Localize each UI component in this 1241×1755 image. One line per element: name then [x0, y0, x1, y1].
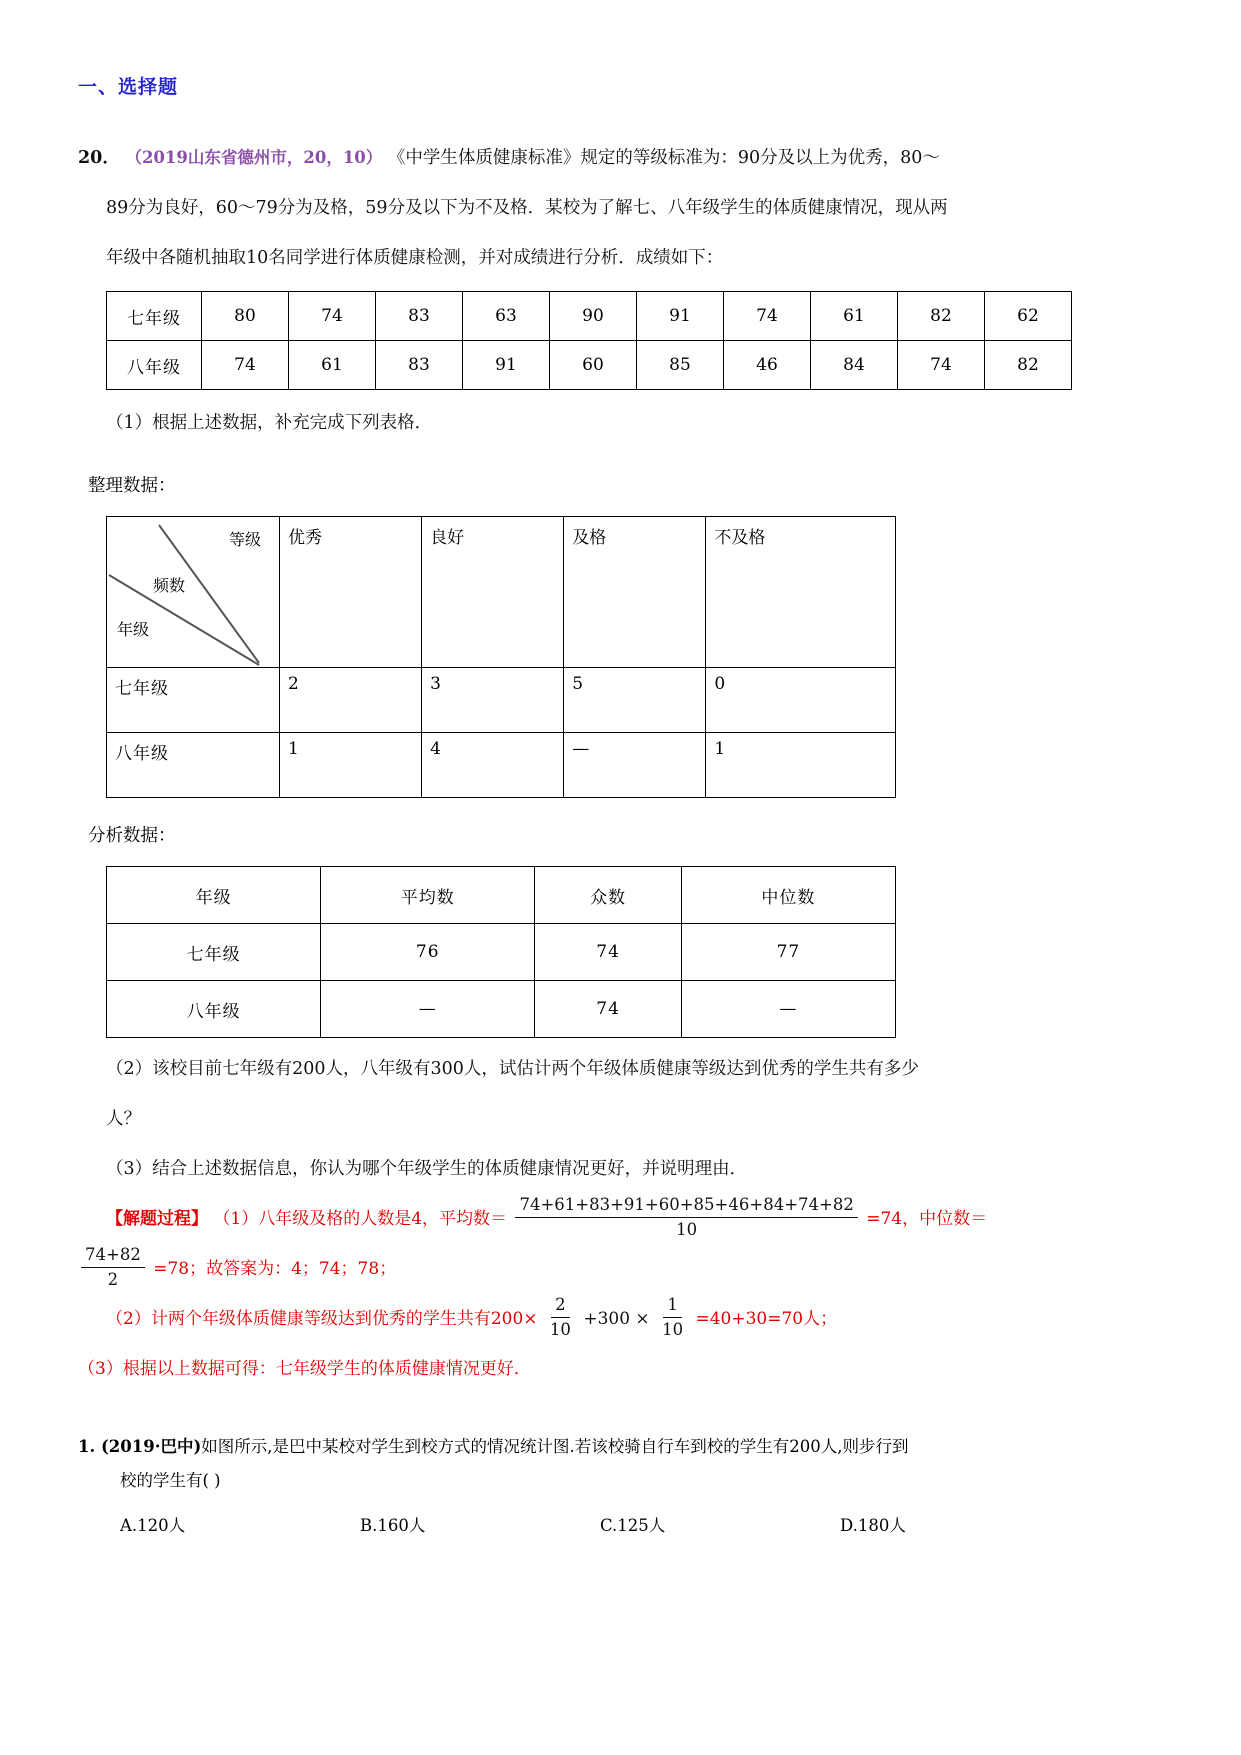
analysis-cell: 74 [535, 981, 682, 1038]
table-row [107, 668, 896, 733]
analysis-cell: 76 [321, 924, 535, 981]
problem-20-line-3: 年级中各随机抽取10名同学进行体质健康检测，并对成绩进行分析．成绩如下： [106, 248, 724, 268]
score-table-row-0-label: 七年级 [107, 292, 202, 341]
solution-tag: 【解题过程】 [106, 1209, 208, 1229]
problem-20-part-1: （1）根据上述数据，补充完成下列表格． [106, 413, 433, 433]
organize-cell: 5 [564, 668, 706, 733]
solution-part1-answer: =78；故答案为：4；74；78； [153, 1259, 397, 1279]
table-row [107, 981, 896, 1038]
choice-b[interactable]: B.160人 [360, 1516, 426, 1535]
organize-cell: 4 [422, 733, 564, 798]
diagonal-label-mid: 频数 [153, 576, 186, 595]
problem-20-source: （2019山东省德州市，20，10） [125, 148, 383, 167]
organize-row-1-label: 八年级 [107, 733, 280, 798]
score-cell: 90 [550, 292, 637, 341]
organize-header-2: 及格 [564, 517, 706, 668]
median-numerator: 74+82 [81, 1244, 145, 1268]
table-row [107, 924, 896, 981]
organize-table [106, 516, 896, 798]
score-cell: 60 [550, 341, 637, 390]
solution-line-3 [78, 1294, 1181, 1344]
analysis-cell: 74 [535, 924, 682, 981]
problem-20-part-2-line-1: （2）该校目前七年级有200人，八年级有300人，试估计两个年级体质健康等级达到优秀的学生共有多少 [106, 1059, 919, 1079]
problem-20-line-1-text: 《中学生体质健康标准》规定的等级标准为：90分及以上为优秀，80～ [387, 148, 940, 168]
organize-cell: — [564, 733, 706, 798]
analysis-header-0: 年级 [107, 867, 321, 924]
mean-numerator: 74+61+83+91+60+85+46+84+74+82 [515, 1194, 857, 1218]
organize-data-label: 整理数据： [88, 476, 176, 496]
organize-header-3: 不及格 [706, 517, 896, 668]
score-cell: 46 [724, 341, 811, 390]
choice-a[interactable]: A.120人 [120, 1516, 186, 1535]
grade7-fraction [546, 1294, 575, 1341]
diagonal-header-cell [107, 517, 280, 668]
analysis-cell: — [681, 981, 895, 1038]
score-cell: 74 [898, 341, 985, 390]
analysis-header-1: 平均数 [321, 867, 535, 924]
grade7-numerator: 2 [551, 1294, 570, 1318]
problem-1-number: 1. [78, 1437, 96, 1456]
score-cell: 62 [985, 292, 1072, 341]
score-cell: 74 [202, 341, 289, 390]
analysis-row-0-label: 七年级 [107, 924, 321, 981]
organize-header-1: 良好 [422, 517, 564, 668]
solution-part2-answer: =40+30=70人； [695, 1309, 838, 1329]
mean-denominator: 10 [676, 1220, 698, 1239]
score-cell: 91 [463, 341, 550, 390]
organize-cell: 3 [422, 668, 564, 733]
score-cell: 80 [202, 292, 289, 341]
organize-cell: 1 [280, 733, 422, 798]
score-cell: 84 [811, 341, 898, 390]
analysis-cell: 77 [681, 924, 895, 981]
diagonal-label-top: 等级 [228, 530, 261, 549]
score-table-row-1-label: 八年级 [107, 341, 202, 390]
problem-1-line-1 [78, 1430, 1181, 1464]
diagonal-lines [107, 517, 279, 667]
organize-cell: 0 [706, 668, 896, 733]
grade7-denominator: 10 [549, 1320, 571, 1339]
table-row [107, 517, 896, 668]
table-row [107, 867, 896, 924]
problem-20-line-2: 89分为良好，60～79分为及格，59分及以下为不及格．某校为了解七、八年级学生的体质健康情况，现从两 [106, 198, 948, 218]
problem-1-text: 如图所示,是巴中某校对学生到校方式的情况统计图.若该校骑自行车到校的学生有200人,则步行到 [201, 1437, 909, 1456]
score-cell: 82 [985, 341, 1072, 390]
score-cell: 74 [289, 292, 376, 341]
problem-1-choices [78, 1512, 1181, 1536]
score-cell: 83 [376, 341, 463, 390]
organize-header-0: 优秀 [280, 517, 422, 668]
solution-part1-tail: =74，中位数＝ [866, 1209, 988, 1229]
problem-20 [78, 133, 1181, 283]
score-cell: 82 [898, 292, 985, 341]
score-cell: 74 [724, 292, 811, 341]
solution-part2-text: （2）计两个年级体质健康等级达到优秀的学生共有200× [106, 1309, 538, 1329]
score-cell: 63 [463, 292, 550, 341]
analyze-data-label: 分析数据： [88, 826, 176, 846]
problem-20-part-2-line-2: 人？ [106, 1109, 141, 1129]
analysis-header-3: 中位数 [681, 867, 895, 924]
score-cell: 83 [376, 292, 463, 341]
solution-part1-text: （1）八年级及格的人数是4，平均数＝ [213, 1209, 508, 1229]
organize-cell: 2 [280, 668, 422, 733]
choice-c[interactable]: C.125人 [600, 1516, 666, 1535]
analysis-header-2: 众数 [535, 867, 682, 924]
solution-line-2 [78, 1244, 1181, 1294]
problem-20-part-3: （3）结合上述数据信息，你认为哪个年级学生的体质健康情况更好，并说明理由． [106, 1159, 748, 1179]
organize-row-0-label: 七年级 [107, 668, 280, 733]
solution-line-1 [78, 1194, 1181, 1244]
table-row [107, 292, 1072, 341]
solution-line-4: （3）根据以上数据可得：七年级学生的体质健康情况更好． [78, 1359, 531, 1379]
organize-cell: 1 [706, 733, 896, 798]
problem-1-source: (2019·巴中) [100, 1437, 202, 1456]
mean-fraction [515, 1194, 857, 1241]
score-cell: 61 [289, 341, 376, 390]
problem-20-number: 20． [78, 148, 120, 168]
section-heading: 一、选择题 [78, 76, 179, 98]
score-cell: 91 [637, 292, 724, 341]
problem-1-line-2: 校的学生有( ) [120, 1471, 221, 1490]
score-cell: 85 [637, 341, 724, 390]
median-denominator: 2 [107, 1270, 119, 1289]
solution-part2-mid: +300 × [583, 1309, 650, 1329]
grade8-fraction [658, 1294, 687, 1341]
median-fraction [81, 1244, 145, 1291]
problem-20-line-1 [78, 133, 1181, 183]
table-row [107, 341, 1072, 390]
choice-d[interactable]: D.180人 [840, 1516, 906, 1535]
diagonal-label-bottom: 年级 [117, 620, 150, 639]
analysis-row-1-label: 八年级 [107, 981, 321, 1038]
table-row [107, 733, 896, 798]
analysis-cell: — [321, 981, 535, 1038]
score-cell: 61 [811, 292, 898, 341]
problem-1 [78, 1430, 1181, 1536]
score-table [106, 291, 1072, 390]
grade8-numerator: 1 [663, 1294, 682, 1318]
analysis-table [106, 866, 896, 1038]
grade8-denominator: 10 [662, 1320, 684, 1339]
